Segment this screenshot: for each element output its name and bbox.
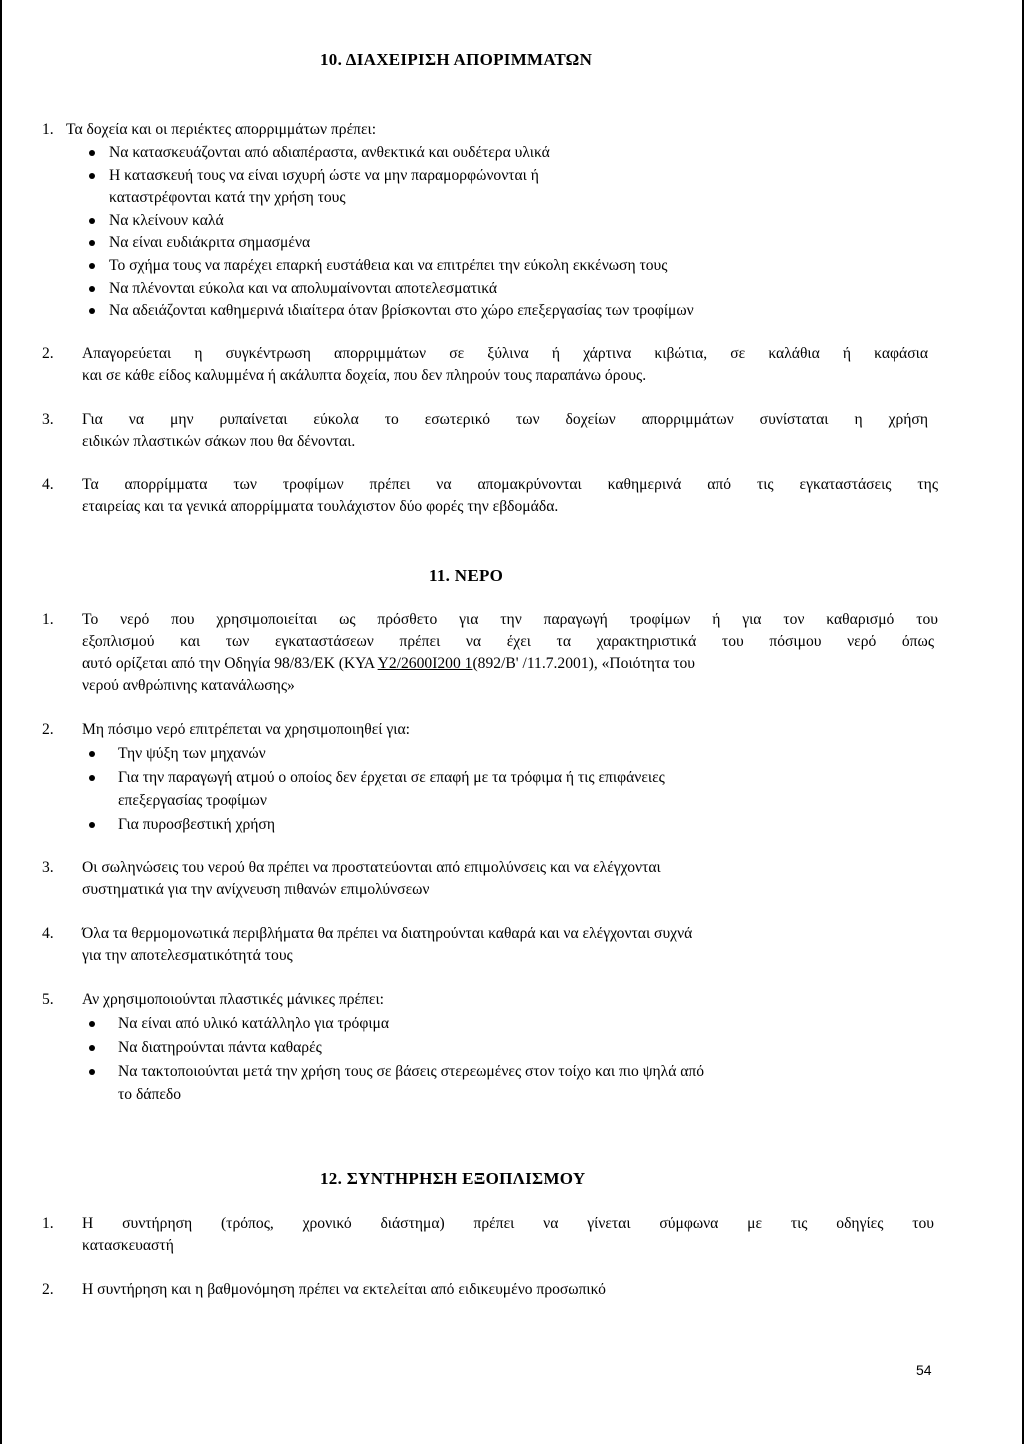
item-number: 2. xyxy=(42,345,54,362)
paragraph-line: και σε κάθε είδος καλυμμένα ή ακάλυπτα δοχεία, που δεν πληρούν τους παραπάνω όρους. xyxy=(82,367,647,384)
list-item: Να είναι από υλικό κατάλληλο για τρόφιμα xyxy=(118,1015,390,1032)
list-item: Να αδειάζονται καθημερινά ιδιαίτερα όταν βρίσκονται στο χώρο επεξεργασίας των τροφίμων xyxy=(109,302,694,319)
bullet-icon xyxy=(89,173,95,179)
paragraph-line: Όλα τα θερμομονωτικά περιβλήματα θα πρέπει να διατηρούνται καθαρά και να ελέγχονται συχνά xyxy=(82,925,693,942)
list-item: Να κατασκευάζονται από αδιαπέραστα, ανθεκτικά και ουδέτερα υλικά xyxy=(109,144,550,161)
item-number: 1. xyxy=(42,121,54,138)
list-item: Η κατασκευή τους να είναι ισχυρή ώστε να μην παραμορφώνονται ή xyxy=(109,167,539,184)
list-item-continued: καταστρέφονται κατά την χρήση τους xyxy=(109,189,346,206)
item-intro: Τα δοχεία και οι περιέκτες απορριμμάτων πρέπει: xyxy=(66,121,377,138)
item-number: 2. xyxy=(42,1281,54,1298)
item-number: 2. xyxy=(42,721,54,738)
list-item: Για την παραγωγή ατμού ο οποίος δεν έρχεται σε επαφή με τα τρόφιμα ή τις επιφάνειες xyxy=(118,769,665,786)
bullet-icon xyxy=(89,775,95,781)
paragraph-line: νερού ανθρώπινης κατανάλωσης» xyxy=(82,677,295,694)
text-fragment: αυτό ορίζεται από την Οδηγία 98/83/ΕΚ (ΚΥΑ xyxy=(82,655,378,672)
paragraph-line: για την αποτελεσματικότητά τους xyxy=(82,947,293,964)
item-number: 3. xyxy=(42,411,54,428)
paragraph-line: Για να μην ρυπαίνεται εύκολα το εσωτερικό των δοχείων απορριμμάτων συνίσταται η χρήση xyxy=(82,411,928,428)
paragraph-line-with-reference xyxy=(82,656,695,672)
list-item: Να είναι ευδιάκριτα σημασμένα xyxy=(109,234,311,251)
list-item: Το σχήμα τους να παρέχει επαρκή ευστάθεια και να επιτρέπει την εύκολη εκκένωση τους xyxy=(109,257,668,274)
item-number: 1. xyxy=(42,1215,54,1232)
item-number: 5. xyxy=(42,991,54,1008)
item-number: 3. xyxy=(42,859,54,876)
paragraph-line: συστηματικά για την ανίχνευση πιθανών επιμολύνσεων xyxy=(82,881,430,898)
list-item: Την ψύξη των μηχανών xyxy=(118,745,266,762)
item-number: 4. xyxy=(42,476,54,493)
paragraph-line: Η συντήρηση (τρόπος, χρονικό διάστημα) πρέπει να γίνεται σύμφωνα με τις οδηγίες του xyxy=(82,1215,934,1232)
bullet-icon xyxy=(89,1021,95,1027)
bullet-icon xyxy=(89,286,95,292)
paragraph-line: ειδικών πλαστικών σάκων που θα δένονται. xyxy=(82,433,356,450)
paragraph-line: Η συντήρηση και η βαθμονόμηση πρέπει να εκτελείται από ειδικευμένο προσωπικό xyxy=(82,1281,606,1298)
bullet-icon xyxy=(89,822,95,828)
bullet-icon xyxy=(89,263,95,269)
paragraph-line: Οι σωληνώσεις του νερού θα πρέπει να προστατεύονται από επιμολύνσεις και να ελέγχονται xyxy=(82,859,661,876)
bullet-icon xyxy=(89,240,95,246)
bullet-icon xyxy=(89,308,95,314)
bullet-icon xyxy=(89,1069,95,1075)
page-number: 54 xyxy=(916,1362,932,1378)
text-fragment: (892/Β' /11.7.2001), «Ποιότητα του xyxy=(472,655,695,672)
item-number: 1. xyxy=(42,611,54,628)
underlined-reference: Υ2/2600Ι200 1 xyxy=(377,655,473,672)
paragraph-line: Απαγορεύεται η συγκέντρωση απορριμμάτων σε ξύλινα ή χάρτινα κιβώτια, σε καλάθια ή καφάσια xyxy=(82,345,928,362)
paragraph-line: κατασκευαστή xyxy=(82,1237,174,1254)
bullet-icon xyxy=(89,1045,95,1051)
paragraph-line: εξοπλισμού και των εγκαταστάσεων πρέπει να έχει τα χαρακτηριστικά του πόσιμου νερό όπως xyxy=(82,633,934,650)
list-item: Να πλένονται εύκολα και να απολυμαίνονται αποτελεσματικά xyxy=(109,280,498,297)
paragraph-line: εταιρείας και τα γενικά απορρίμματα τουλάχιστον δύο φορές την εβδομάδα. xyxy=(82,498,559,515)
list-item: Για πυροσβεστική χρήση xyxy=(118,816,275,833)
item-intro: Αν χρησιμοποιούνται πλαστικές μάνικες πρέπει: xyxy=(82,991,384,1008)
list-item-continued: επεξεργασίας τροφίμων xyxy=(118,792,267,809)
paragraph-line: Το νερό που χρησιμοποιείται ως πρόσθετο για την παραγωγή τροφίμων ή για τον καθαρισμό του xyxy=(82,611,938,628)
item-number: 4. xyxy=(42,925,54,942)
list-item: Να διατηρούνται πάντα καθαρές xyxy=(118,1039,322,1056)
paragraph-line: Τα απορρίμματα των τροφίμων πρέπει να απομακρύνονται καθημερινά από τις εγκαταστάσεις της xyxy=(82,476,938,493)
bullet-icon xyxy=(89,150,95,156)
list-item: Να κλείνουν καλά xyxy=(109,212,224,229)
section-10-title: 10. ΔΙΑΧΕΙΡΙΣΗ ΑΠΟΡΙΜΜΑΤΩΝ xyxy=(320,50,593,69)
bullet-icon xyxy=(89,218,95,224)
section-12-title: 12. ΣΥΝΤΗΡΗΣΗ ΕΞΟΠΛΙΣΜΟΥ xyxy=(320,1169,586,1188)
list-item: Να τακτοποιούνται μετά την χρήση τους σε βάσεις στερεωμένες στον τοίχο και πιο ψηλά από xyxy=(118,1063,705,1080)
list-item-continued: το δάπεδο xyxy=(118,1086,182,1103)
bullet-icon xyxy=(89,751,95,757)
item-intro: Μη πόσιμο νερό επιτρέπεται να χρησιμοποιηθεί για: xyxy=(82,721,410,738)
section-11-title: 11. ΝΕΡΟ xyxy=(429,566,504,585)
